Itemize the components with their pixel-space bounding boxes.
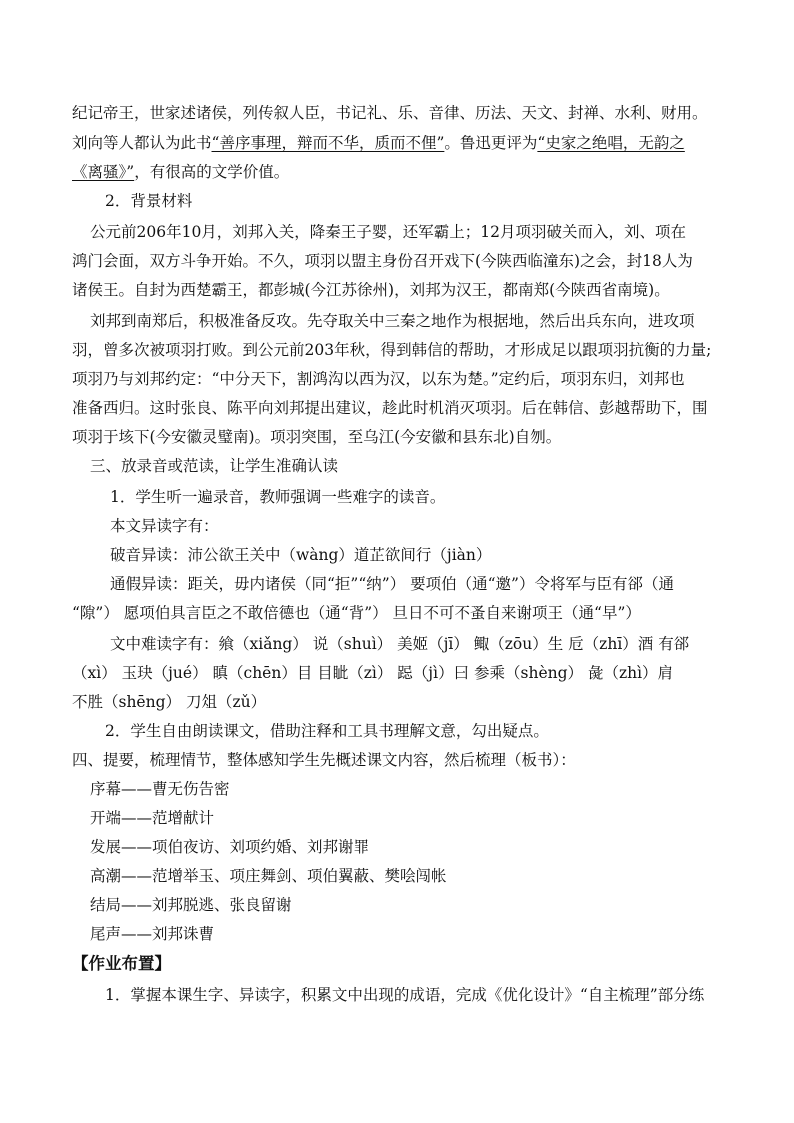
plot-item: 发展——项伯夜访、刘项约婚、刘邦谢罪: [90, 838, 370, 856]
difficult-chars: 文中难读字有：飨（xiǎng） 说（shuì） 美姬（jī） 鲰（zōu）生 卮（zhī）酒 有郤: [110, 635, 690, 653]
bg-para2-line: 项羽乃与刘邦约定：“中分天下，割鸿沟以西为汉，以东为楚。”定约后，项羽东归，刘邦也: [72, 370, 685, 388]
background-heading: 2．背景材料: [105, 192, 193, 210]
polyphone-readings: 破音异读：沛公欲王关中（wàng）道芷欲间行（jiàn）: [110, 546, 492, 564]
plot-item: 尾声——刘邦诛曹: [90, 925, 215, 943]
variant-readings-title: 本文异读字有：: [110, 517, 219, 535]
difficult-chars-cont: （xì） 玉玦（jué） 瞋（chēn）目 目眦（zì） 跽（jì）曰 参乘（shèng） 彘（zhì）肩: [72, 664, 674, 682]
homework-item-1: 1．掌握本课生字、异读字，积累文中出现的成语，完成《优化设计》“自主梳理”部分练: [105, 986, 705, 1004]
section3-item-1: 1．学生听一遍录音，教师强调一些难字的读音。: [110, 488, 446, 506]
intro-line-1: 纪记帝王，世家述诸侯，列传叙人臣，书记礼、乐、音律、历法、天文、封禅、水利、财用。: [72, 104, 708, 122]
bg-para2-line: 刘邦到南郑后，积极准备反攻。先夺取关中三秦之地作为根据地，然后出兵东向，进攻项: [90, 312, 695, 330]
difficult-chars-cont: 不胜（shēng） 刀俎（zǔ）: [72, 693, 267, 711]
bg-para2-line: 项羽于垓下(今安徽灵璧南)。项羽突围，至乌江(今安徽和县东北)自刎。: [72, 428, 562, 446]
section4-heading: 四、提要，梳理情节，整体感知学生先概述课文内容，然后梳理（板书）：: [72, 751, 576, 769]
plot-item: 结局——刘邦脱逃、张良留谢: [90, 896, 292, 914]
plot-item: 开端——范增献计: [90, 809, 215, 827]
bg-para1-line: 鸿门会面，双方斗争开始。不久，项羽以盟主身份召开戏下(今陕西临潼东)之会，封18人为: [72, 252, 693, 270]
intro-line-2: [72, 128, 746, 158]
homework-heading: 【作业布置】: [72, 954, 171, 973]
tongjia-readings: 通假异读：距关，毋内诸侯（同“拒”“纳”） 要项伯（通“邀”）令将军与臣有郤（通: [110, 575, 674, 593]
tongjia-readings-cont: “隙”） 愿项伯具言臣之不敢倍德也（通“背”） 旦日不可不蚤自来谢项王（通“早”）: [72, 604, 641, 622]
plot-item: 序幕——曹无伤告密: [90, 780, 230, 798]
bg-para1-line: 公元前206年10月，刘邦入关，降秦王子婴，还军霸上；12月项羽破关而入，刘、项在: [90, 223, 687, 241]
bg-para1-line: 诸侯王。自封为西楚霸王，都彭城(今江苏徐州)，刘邦为汉王，都南郑(今陕西省南境)。: [72, 281, 670, 299]
quote-lu-xun-end: 《离骚》”: [72, 163, 135, 181]
quote-liu-xiang: “善序事理，辩而不华，质而不俚”: [211, 134, 445, 152]
intro-text: 刘向等人都认为此书: [72, 134, 212, 152]
bg-para2-line: 羽，曾多次被项羽打败。到公元前203年秋，得到韩信的帮助，才形成足以跟项羽抗衡的力量;: [72, 341, 712, 359]
plot-item: 高潮——范增举玉、项庄舞剑、项伯翼蔽、樊哙闯帐: [90, 867, 447, 885]
section3-heading: 三、放录音或范读，让学生准确认读: [90, 457, 339, 475]
intro-text: 。鲁迅更评为: [444, 134, 538, 152]
section3-item-2: 2．学生自由朗读课文，借助注释和工具书理解文意，勾出疑点。: [105, 722, 549, 740]
quote-lu-xun: “史家之绝唱，无韵之: [537, 134, 685, 152]
bg-para2-line: 准备西归。这时张良、陈平向刘邦提出建议，趁此时机消灭项羽。后在韩信、彭越帮助下，围: [72, 399, 708, 417]
intro-line-3: [72, 157, 746, 187]
intro-text: ，有很高的文学价值。: [134, 163, 290, 181]
